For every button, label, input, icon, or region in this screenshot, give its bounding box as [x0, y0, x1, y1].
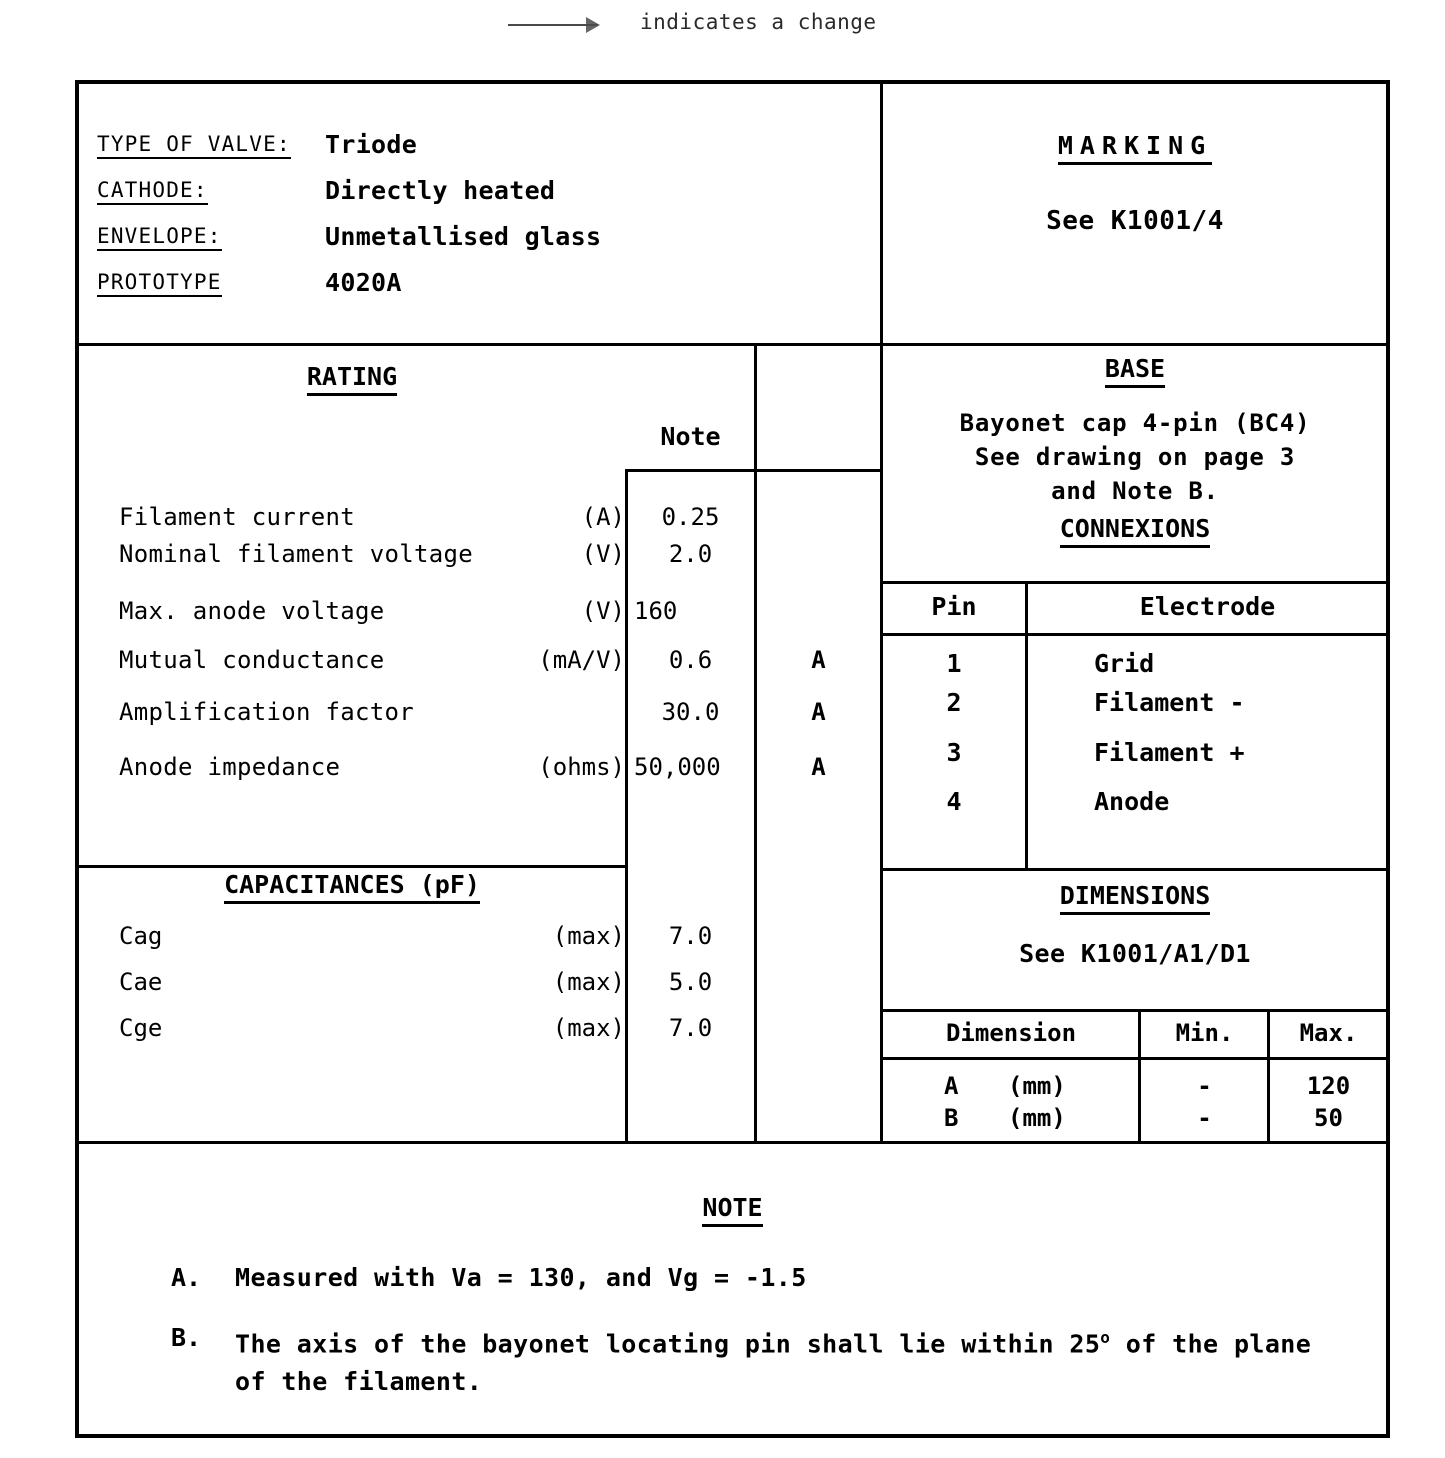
dimension-name: A — [944, 1072, 959, 1100]
divider-connexions-bottom — [880, 868, 1387, 871]
note-letter: A. — [171, 1263, 202, 1292]
rating-title: RATING — [79, 362, 625, 391]
identification-block — [79, 84, 880, 343]
connexions-electrode: Grid — [1094, 649, 1155, 678]
rating-note-header: Note — [660, 422, 721, 451]
rating-name: Anode impedance — [119, 753, 341, 781]
dimension-unit: (mm) — [1008, 1104, 1066, 1132]
rating-row — [119, 646, 629, 682]
dimension-row-name — [883, 1072, 1139, 1106]
capacitance-value: 5.0 — [668, 968, 713, 996]
note-letter: B. — [171, 1323, 202, 1352]
divider-dimensions-header-bottom — [880, 1057, 1387, 1060]
dimensions-title: DIMENSIONS — [883, 881, 1387, 910]
base-line-3: and Note B. — [1051, 477, 1219, 505]
connexions-header-electrode: Electrode — [1139, 592, 1276, 621]
rating-name: Filament current — [119, 503, 355, 531]
rating-row — [119, 698, 629, 734]
marking-block — [883, 84, 1387, 343]
capacitance-name: Cge — [119, 1014, 163, 1042]
change-legend — [0, 2, 1445, 46]
rating-name: Max. anode voltage — [119, 597, 385, 625]
rating-unit: (V) — [581, 597, 625, 625]
capacitances-title: CAPACITANCES (pF) — [79, 870, 625, 899]
note-text: Measured with Va = 130, and Vg = -1.5 — [235, 1263, 807, 1292]
connexions-title: CONNEXIONS — [883, 514, 1387, 543]
rating-row — [119, 540, 629, 576]
rating-name: Mutual conductance — [119, 646, 385, 674]
dimension-name: B — [944, 1104, 959, 1132]
envelope-label: ENVELOPE: — [97, 224, 222, 251]
type-of-valve-label: TYPE OF VALVE: — [97, 132, 291, 159]
rating-unit: (ohms) — [538, 753, 625, 781]
identification-row — [97, 270, 857, 300]
connexions-electrode: Anode — [1094, 787, 1170, 816]
connexions-pin: 4 — [946, 787, 962, 816]
capacitance-row — [119, 1014, 629, 1050]
rating-row — [119, 753, 629, 789]
capacitance-row — [119, 922, 629, 958]
capacitance-row — [119, 968, 629, 1004]
rating-name: Nominal filament voltage — [119, 540, 473, 568]
divider-note-column — [754, 343, 757, 1141]
dimension-max: 120 — [1306, 1072, 1351, 1100]
base-body — [883, 406, 1387, 508]
dimensions-header-max: Max. — [1299, 1019, 1358, 1047]
dimension-unit: (mm) — [1008, 1072, 1066, 1100]
connexions-pin: 2 — [946, 688, 962, 717]
capacitance-value: 7.0 — [668, 1014, 713, 1042]
rating-value: 50,000 — [634, 753, 721, 781]
rating-row — [119, 503, 629, 539]
capacitance-name: Cae — [119, 968, 163, 996]
capacitance-qualifier: (max) — [552, 1014, 625, 1042]
rating-value: 2.0 — [668, 540, 713, 568]
divider-identification-bottom — [79, 343, 1386, 346]
connexions-electrode: Filament + — [1094, 738, 1245, 767]
dimension-min: - — [1197, 1104, 1212, 1132]
rating-value: 0.25 — [661, 503, 720, 531]
connexions-header-pin: Pin — [931, 592, 977, 621]
prototype-value: 4020A — [325, 268, 402, 297]
identification-row — [97, 178, 857, 208]
marking-title: MARKING — [883, 131, 1387, 160]
dimension-min: - — [1197, 1072, 1212, 1100]
identification-row — [97, 132, 857, 162]
notes-title: NOTE — [79, 1193, 1386, 1222]
divider-value-column-top — [625, 469, 880, 472]
type-of-valve-value: Triode — [325, 130, 418, 159]
connexions-electrode: Filament - — [1094, 688, 1245, 717]
rating-note: A — [811, 646, 826, 674]
rating-note: A — [811, 698, 826, 726]
prototype-label: PROTOTYPE — [97, 270, 222, 297]
dimensions-header-dimension: Dimension — [945, 1019, 1077, 1047]
cathode-value: Directly heated — [325, 176, 556, 205]
rating-unit: (V) — [581, 540, 625, 568]
rating-name: Amplification factor — [119, 698, 414, 726]
capacitance-qualifier: (max) — [552, 968, 625, 996]
dimensions-body: See K1001/A1/D1 — [1019, 939, 1251, 968]
change-legend-text: indicates a change — [640, 10, 877, 34]
connexions-pin: 3 — [946, 738, 962, 767]
base-line-2: See drawing on page 3 — [974, 443, 1296, 471]
rating-row — [119, 597, 629, 633]
identification-row — [97, 224, 857, 254]
rating-value: 160 — [634, 597, 678, 625]
rating-value: 0.6 — [668, 646, 713, 674]
dimension-max: 50 — [1314, 1104, 1343, 1132]
divider-notes-top — [79, 1141, 1386, 1144]
right-arrow-icon — [508, 24, 598, 26]
base-title: BASE — [883, 354, 1387, 383]
base-line-1: Bayonet cap 4-pin (BC4) — [959, 409, 1311, 437]
envelope-value: Unmetallised glass — [325, 222, 602, 251]
capacitance-value: 7.0 — [668, 922, 713, 950]
capacitance-name: Cag — [119, 922, 163, 950]
rating-unit: (mA/V) — [538, 646, 625, 674]
dimensions-header-min: Min. — [1175, 1019, 1234, 1047]
note-text: The axis of the bayonet locating pin shall lie within 25$^o$ of the plane of the filament. — [235, 1328, 1312, 1397]
marking-body: See K1001/4 — [1046, 206, 1224, 236]
dimension-row-name — [883, 1104, 1139, 1138]
capacitance-qualifier: (max) — [552, 922, 625, 950]
rating-unit: (A) — [581, 503, 625, 531]
divider-connexions-header — [880, 633, 1387, 636]
datasheet-frame — [75, 80, 1390, 1438]
cathode-label: CATHODE: — [97, 178, 208, 205]
rating-note: A — [811, 753, 826, 781]
connexions-pin: 1 — [946, 649, 962, 678]
rating-value: 30.0 — [661, 698, 720, 726]
divider-capacitances-top — [79, 865, 628, 868]
